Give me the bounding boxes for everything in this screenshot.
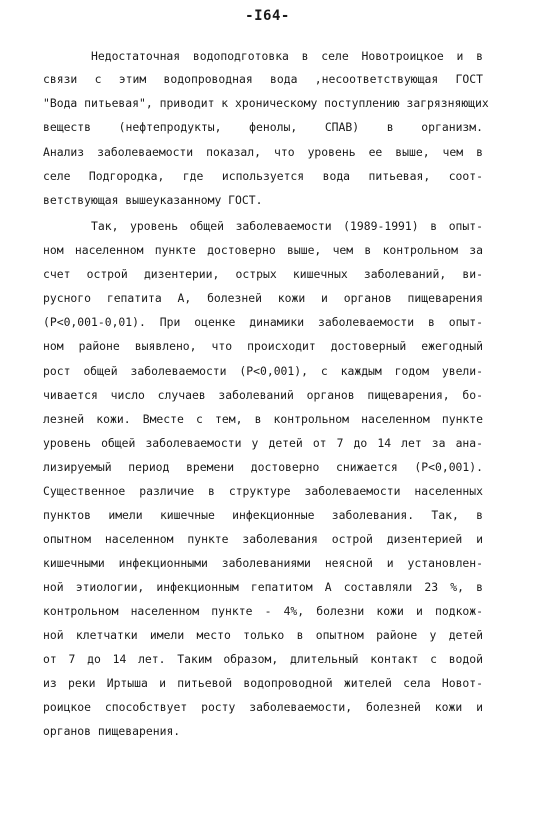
text-line: веществ (нефтепродукты, фенолы, СПАВ) в организм. xyxy=(43,120,483,134)
text-line: опытном населенном пункте заболевания острой дизентерией и xyxy=(43,532,483,546)
text-line: органов пищеварения. xyxy=(43,724,181,738)
text-line: уровень общей заболеваемости у детей от 7 до 14 лет за ана- xyxy=(43,436,483,450)
text-line: (P<0,001-0,01). При оценке динамики заболеваемости в опыт- xyxy=(43,315,483,329)
page-number: -I64- xyxy=(245,8,290,24)
text-line: из реки Иртыша и питьевой водопроводной жителей села Новот- xyxy=(43,676,483,690)
text-line: кишечными инфекционными заболеваниями неясной и установлен- xyxy=(43,556,483,570)
text-line: русного гепатита А, болезней кожи и органов пищеварения xyxy=(43,291,483,305)
text-line: от 7 до 14 лет. Таким образом, длительный контакт с водой xyxy=(43,652,483,666)
text-line: ной клетчатки имели место только в опытном районе у детей xyxy=(43,628,483,642)
text-line: Недостаточная водоподготовка в селе Новотроицкое и в xyxy=(91,49,483,63)
text-line: роицкое способствует росту заболеваемости, болезней кожи и xyxy=(43,700,483,714)
text-line: контрольном населенном пункте - 4%, болезни кожи и подкож- xyxy=(43,604,483,618)
text-line: рост общей заболеваемости (P<0,001), с каждым годом увели- xyxy=(43,364,483,378)
text-line: чивается число случаев заболеваний органов пищеварения, бо- xyxy=(43,388,483,402)
text-line: счет острой дизентерии, острых кишечных заболеваний, ви- xyxy=(43,267,483,281)
text-line: пунктов имели кишечные инфекционные заболевания. Так, в xyxy=(43,508,483,522)
text-line: Анализ заболеваемости показал, что уровень ее выше, чем в xyxy=(43,145,483,159)
text-line: лезней кожи. Вместе с тем, в контрольном населенном пункте xyxy=(43,412,483,426)
text-line: ном населенном пункте достоверно выше, чем в контрольном за xyxy=(43,243,483,257)
text-line: ном районе выявлено, что происходит достоверный ежегодный xyxy=(43,339,483,353)
text-line: ветствующая вышеуказанному ГОСТ. xyxy=(43,193,263,207)
text-line: лизируемый период времени достоверно снижается (P<0,001). xyxy=(43,460,483,474)
text-line: "Вода питьевая", приводит к хроническому поступлению загрязняющих xyxy=(43,96,489,110)
text-line: ной этиологии, инфекционным гепатитом А составляли 23 %, в xyxy=(43,580,483,594)
text-line: Так, уровень общей заболеваемости (1989-1991) в опыт- xyxy=(91,219,483,233)
text-line: связи с этим водопроводная вода ,несоответствующая ГОСТ xyxy=(43,72,483,86)
text-line: Существенное различие в структуре заболеваемости населенных xyxy=(43,484,483,498)
text-line: селе Подгородка, где используется вода питьевая, соот- xyxy=(43,169,483,183)
